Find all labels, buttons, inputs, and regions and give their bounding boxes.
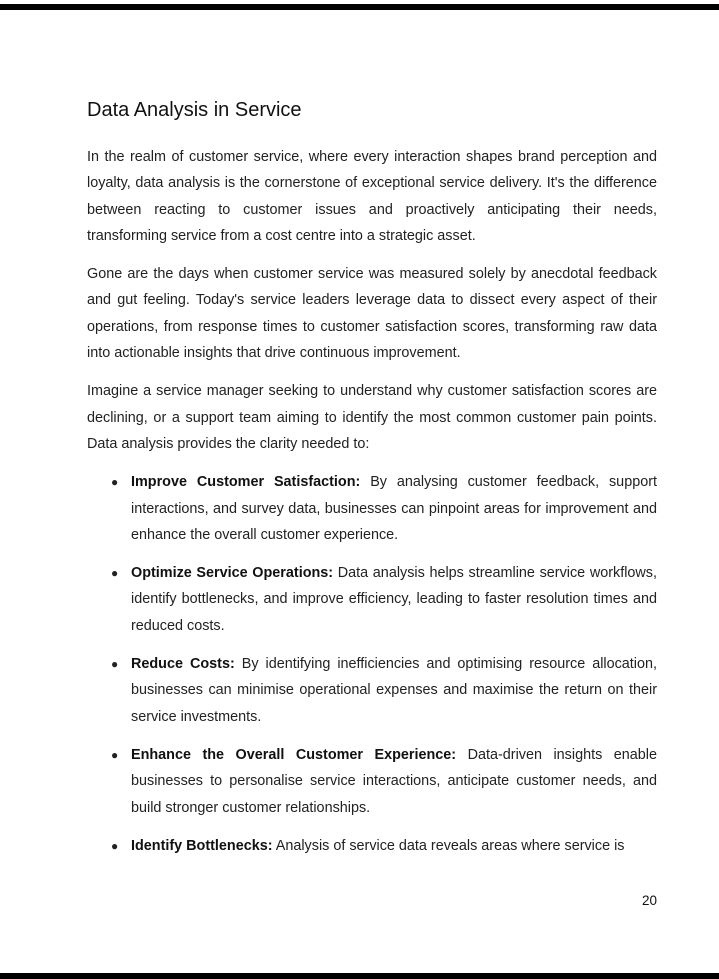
page-number: 20 [641, 893, 657, 908]
paragraph-imagine: Imagine a service manager seeking to understand why customer satisfaction scores are declining, or a support team aiming to identify the most common customer pain points. Data analysis provides the clarity needed to: [87, 383, 657, 452]
bullet-text: By identifying inefficiencies and optimising resource allocation, businesses can minimise operational expenses and maximise the return on their service investments. [131, 656, 657, 725]
bullet-icon: ● [111, 747, 119, 762]
bottom-border [0, 973, 719, 979]
bullet-icon: ● [111, 566, 119, 581]
page-content [87, 96, 657, 871]
list-item [87, 833, 657, 859]
benefits-list [87, 469, 657, 859]
bullet-icon: ● [111, 838, 119, 853]
section-heading: Data Analysis in Service [87, 99, 302, 121]
bullet-text: Data-driven insights enable businesses to personalise service interactions, anticipate customer needs, and build stronger customer relationships. [131, 746, 657, 816]
bullet-text: Data analysis helps streamline service workflows, identify bottlenecks, and improve efficiency, leading to faster resolution times and reduced costs. [131, 565, 657, 634]
list-item [87, 651, 657, 730]
list-item [87, 742, 657, 821]
bullet-icon: ● [111, 657, 119, 672]
bullet-icon: ● [111, 475, 119, 490]
paragraph-gone-are-the-days: Gone are the days when customer service was measured solely by anecdotal feedback and gut feeling. Today's service leaders leverage data to dissect every aspect of their operations, from response times to customer satisfaction scores, transforming raw data into actionable insights that drive continuous improvement. [87, 266, 657, 362]
paragraph-intro: In the realm of customer service, where every interaction shapes brand perception and loyalty, data analysis is the cornerstone of exceptional service delivery. It's the difference between reacting to customer issues and proactively anticipating their needs, transforming service from a cost centre into a strategic asset. [87, 149, 657, 244]
bullet-term: Improve Customer Satisfaction: [131, 474, 361, 491]
top-border [0, 4, 719, 10]
bullet-text: Analysis of service data reveals areas where service is [272, 837, 625, 854]
bullet-term: Optimize Service Operations: [131, 565, 334, 582]
bullet-term: Enhance the Overall Customer Experience: [131, 746, 457, 763]
bullet-term: Identify Bottlenecks: [131, 837, 273, 854]
list-item [87, 469, 657, 548]
list-item [87, 560, 657, 639]
bullet-term: Reduce Costs: [131, 656, 235, 673]
bullet-text: By analysing customer feedback, support interactions, and survey data, businesses can pinpoint areas for improvement and enhance the overall customer experience. [131, 474, 657, 543]
